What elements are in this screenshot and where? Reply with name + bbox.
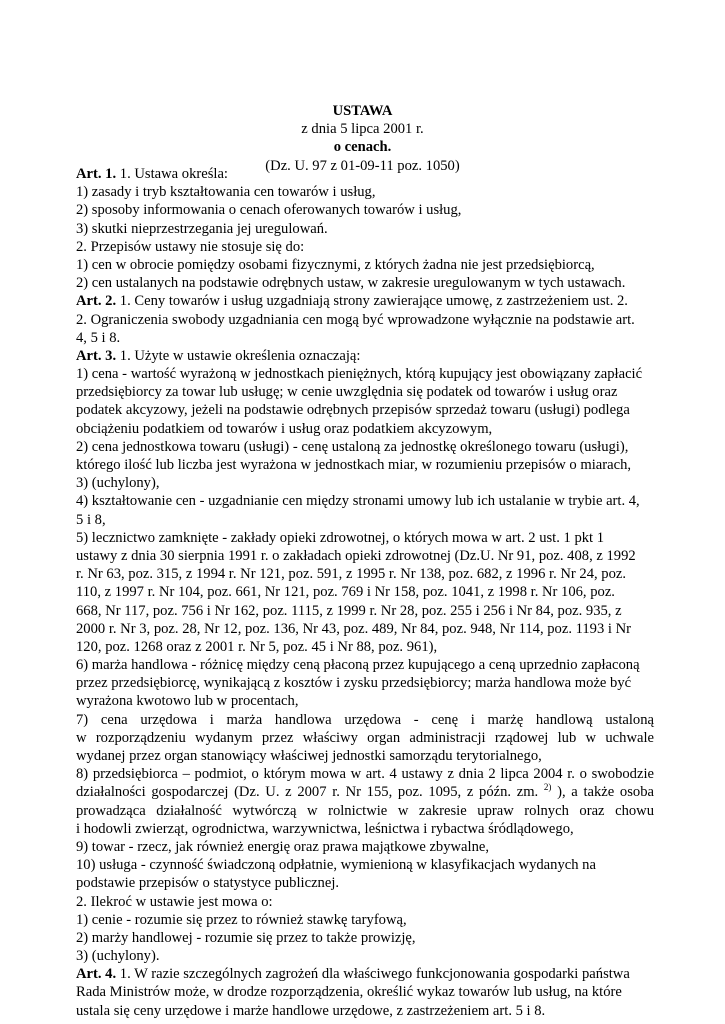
- line-text: 1. Ustawa określa:: [116, 166, 228, 182]
- line-text: 3) (uchylony).: [76, 948, 160, 965]
- text-line: [76, 711, 654, 729]
- line-text: obciążeniu podatkiem od towarów i usług oraz podatkiem akcyzowym,: [76, 420, 493, 437]
- text-line: [76, 747, 654, 765]
- line-text: 9) towar - rzecz, jak również energię oraz prawa majątkowe zbywalne,: [76, 838, 490, 855]
- text-line: [76, 256, 654, 274]
- line-text: ustala się ceny urzędowe i marże handlowe urzędowe, z zastrzeżeniem art. 5 i 8.: [76, 1002, 546, 1019]
- line-text: działalności gospodarczej (Dz. U. z 2007 r. Nr 155, poz. 1095, z późn. zm.: [76, 784, 539, 801]
- line-text: 120, poz. 1268 oraz z 2001 r. Nr 5, poz. 45 i Nr 88, poz. 961),: [76, 638, 438, 655]
- act-citation: (Dz. U. 97 z 01-09-11 poz. 1050): [265, 157, 460, 174]
- text-line: [76, 401, 654, 419]
- line-text: i hodowli zwierząt, ogrodnictwa, warzywnictwa, leśnictwa i rybactwa śródlądowego,: [76, 820, 574, 837]
- text-line: [76, 674, 654, 692]
- text-line: [76, 602, 654, 620]
- text-line: [76, 492, 654, 510]
- article-line: [76, 965, 654, 983]
- article-number: Art. 2.: [76, 293, 117, 310]
- text-line: [76, 802, 654, 820]
- text-line: [76, 438, 654, 456]
- text-line: [76, 929, 654, 947]
- text-line: [76, 893, 654, 911]
- article-line: [76, 347, 654, 365]
- line-text: 1. Ceny towarów i usług uzgadniają strony zawierające umowę, z zastrzeżeniem ust. 2.: [116, 293, 628, 310]
- text-line: [76, 420, 654, 438]
- footnote-ref: 2): [543, 782, 552, 793]
- text-line: [76, 983, 654, 1001]
- line-text: 2) sposoby informowania o cenach oferowanych towarów i usług,: [76, 202, 462, 219]
- text-line: [76, 856, 654, 874]
- article-number: Art. 3.: [76, 347, 117, 364]
- text-line: [76, 311, 654, 329]
- line-text: 1. W razie szczególnych zagrożeń dla właściwego funkcjonowania gospodarki państwa: [116, 966, 630, 983]
- line-text: 2. Ograniczenia swobody uzgadniania cen mogą być wprowadzone wyłącznie na podstawie art.: [76, 311, 635, 328]
- line-text: 2. Przepisów ustawy nie stosuje się do:: [76, 238, 305, 255]
- text-line: [76, 638, 654, 656]
- text-line: [76, 729, 654, 747]
- line-text: 2) marży handlowej - rozumie się przez to także prowizję,: [76, 929, 416, 946]
- text-line: [76, 365, 654, 383]
- act-body: [76, 165, 654, 1020]
- line-text: 110, z 1997 r. Nr 104, poz. 661, Nr 121, poz. 769 i Nr 158, poz. 1041, z 1998 r. Nr 106, poz.: [76, 584, 615, 601]
- line-text: r. Nr 63, poz. 315, z 1994 r. Nr 121, poz. 591, z 1995 r. Nr 138, poz. 682, z 1996 r. Nr 24, poz.: [76, 566, 627, 583]
- line-text: 10) usługa - czynność świadczoną odpłatnie, wymienioną w klasyfikacjach wydanych na: [76, 857, 596, 874]
- text-line: [76, 911, 654, 929]
- line-text: 8) przedsiębiorca – podmiot, o którym mowa w art. 4 ustawy z dnia 2 lipca 2004 r. o swobodzie: [76, 766, 654, 783]
- line-text: podstawie przepisów o statystyce publicznej.: [76, 875, 340, 892]
- line-text: 1) cenie - rozumie się przez to również stawkę taryfową,: [76, 911, 407, 928]
- act-subject: o cenach.: [333, 139, 392, 156]
- line-text: ustawy z dnia 30 sierpnia 1991 r. o zakładach opieki zdrowotnej (Dz.U. Nr 91, poz. 408, z 1992: [76, 547, 636, 564]
- text-line: [76, 838, 654, 856]
- text-line: [76, 820, 654, 838]
- text-line: [76, 220, 654, 238]
- act-date: z dnia 5 lipca 2001 r.: [301, 121, 424, 138]
- line-text: 6) marża handlowa - różnicę między ceną płaconą przez kupującego a ceną uprzednio zapłaconą: [76, 657, 640, 674]
- line-text: podatek akcyzowy, jeżeli na podstawie odrębnych przepisów sprzedaż towaru (usługi) podlega: [76, 402, 630, 419]
- line-text: 7) cena urzędowa i marża handlowa urzędowa - cenę i marżę handlową ustaloną: [76, 711, 654, 728]
- line-text: 4) kształtowanie cen - uzgadnianie cen między stronami umowy lub ich ustalanie w trybie art. 4,: [76, 493, 640, 510]
- line-text: 2) cena jednostkowa towaru (usługi) - cenę ustaloną za jednostkę określonego towaru (usługi),: [76, 438, 629, 455]
- line-text: 2. Ilekroć w ustawie jest mowa o:: [76, 893, 273, 910]
- line-text-after: ), a także osoba: [551, 784, 654, 801]
- article-number: Art. 4.: [76, 966, 117, 983]
- line-text: 5 i 8,: [76, 511, 106, 528]
- text-line: [76, 692, 654, 710]
- line-text: 1. Użyte w ustawie określenia oznaczają:: [116, 347, 361, 364]
- text-line: [76, 565, 654, 583]
- text-line: [76, 511, 654, 529]
- text-line: [76, 783, 654, 801]
- text-line: [76, 456, 654, 474]
- article-line: [76, 292, 654, 310]
- text-line: [76, 547, 654, 565]
- line-text: przedsiębiorcy za towar lub usługę; w cenie uwzględnia się podatek od towarów i usług oraz: [76, 384, 618, 401]
- text-line: [76, 274, 654, 292]
- text-line: [76, 383, 654, 401]
- line-text: 2) cen ustalanych na podstawie odrębnych ustaw, w zakresie uregulowanym w tych ustawach.: [76, 275, 626, 292]
- line-text: 3) (uchylony),: [76, 475, 160, 492]
- line-text: 1) cena - wartość wyrażoną w jednostkach pieniężnych, którą kupujący jest obowiązany zapłacić: [76, 366, 643, 383]
- text-line: [76, 329, 654, 347]
- line-text: Rada Ministrów może, w drodze rozporządzenia, określić wykaz towarów lub usług, na które: [76, 984, 622, 1001]
- line-text: 668, Nr 117, poz. 756 i Nr 162, poz. 1115, z 1999 r. Nr 28, poz. 255 i 256 i Nr 84, poz. 935, z: [76, 602, 622, 619]
- text-line: [76, 201, 654, 219]
- article-number: Art. 1.: [76, 166, 117, 182]
- line-text: 5) lecznictwo zamknięte - zakłady opieki zdrowotnej, o których mowa w art. 2 ust. 1 pkt 1: [76, 529, 605, 546]
- line-text: którego ilość lub liczba jest wyrażona w jednostkach miar, w rozumieniu przepisów o miarach,: [76, 457, 632, 473]
- text-line: [76, 238, 654, 256]
- text-line: [76, 583, 654, 601]
- line-text: przez przedsiębiorcę, wynikającą z kosztów i zysku przedsiębiorcy; marża handlowa może być: [76, 675, 632, 692]
- text-line: [76, 874, 654, 892]
- line-text: 1) zasady i tryb kształtowania cen towarów i usług,: [76, 184, 376, 201]
- line-text: 1) cen w obrocie pomiędzy osobami fizycznymi, z których żadna nie jest przedsiębiorcą,: [76, 256, 595, 273]
- text-line: [76, 474, 654, 492]
- text-line: [76, 656, 654, 674]
- text-line: [76, 947, 654, 965]
- line-text: 3) skutki nieprzestrzegania jej uregulowań.: [76, 220, 328, 237]
- line-text: prowadząca działalność wytwórczą w rolnictwie w zakresie upraw rolnych oraz chowu: [76, 802, 654, 819]
- text-line: [76, 1002, 654, 1020]
- text-line: [76, 183, 654, 201]
- text-line: [76, 529, 654, 547]
- text-line: [76, 765, 654, 783]
- line-text: 2000 r. Nr 3, poz. 28, Nr 12, poz. 136, Nr 43, poz. 489, Nr 84, poz. 948, Nr 114, poz. 1193 i Nr: [76, 620, 632, 637]
- act-header: [0, 102, 725, 175]
- line-text: wyrażona kwotowo lub w procentach,: [76, 693, 299, 710]
- line-text: wydanej przez organ stanowiący właściwej jednostki samorządu terytorialnego,: [76, 748, 542, 764]
- line-text: w rozporządzeniu wydanym przez właściwy organ administracji rządowej lub w uchwale: [76, 729, 654, 746]
- text-line: [76, 620, 654, 638]
- act-title: USTAWA: [332, 103, 393, 119]
- article-line: [76, 165, 654, 183]
- line-text: 4, 5 i 8.: [76, 329, 121, 346]
